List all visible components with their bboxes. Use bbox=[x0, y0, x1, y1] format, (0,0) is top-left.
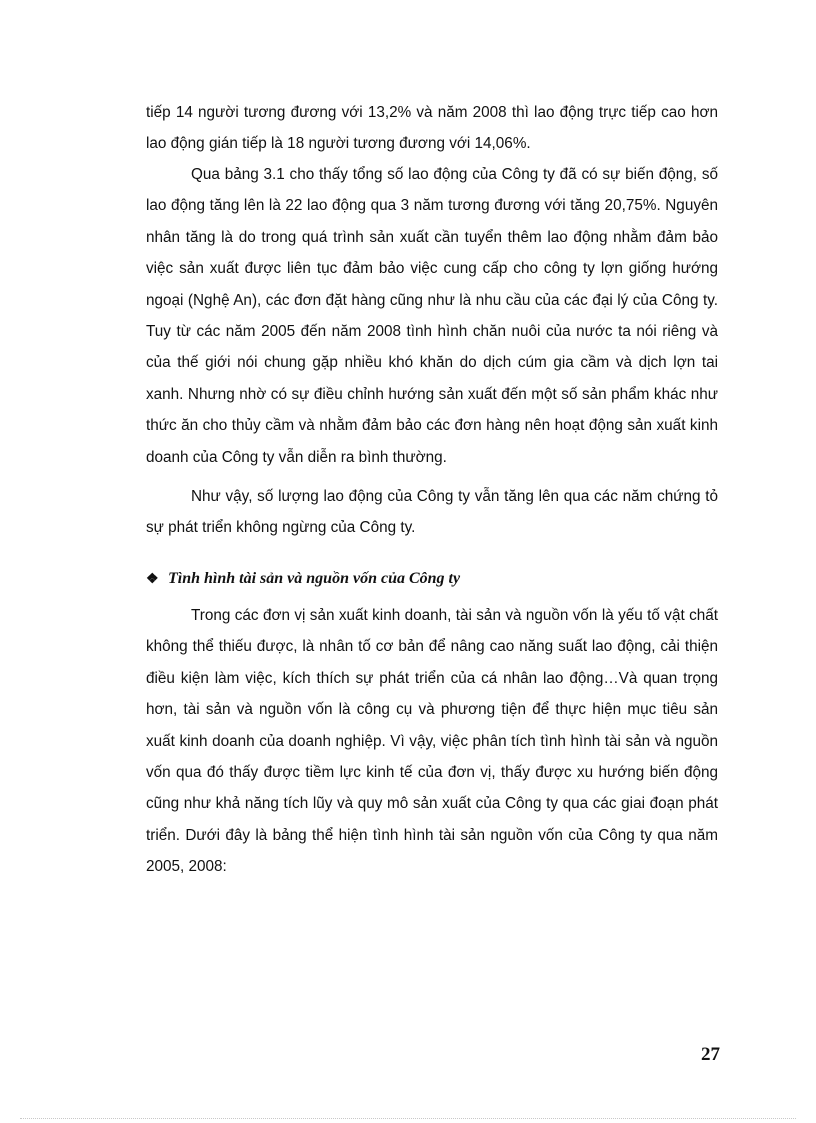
section-heading bbox=[146, 563, 718, 595]
paragraph-labor-ratio-continuation: tiếp 14 người tương đương với 13,2% và năm 2008 thì lao động trực tiếp cao hơn lao động gián tiếp là 18 người tương đương với 14,06%. bbox=[146, 104, 718, 153]
diamond-bullet-icon: ❖ bbox=[146, 572, 159, 587]
paragraph-assets-capital: Trong các đơn vị sản xuất kinh doanh, tài sản và nguồn vốn là yếu tố vật chất không thể thiếu được, là nhân tố cơ bản để nâng cao năng suất lao động, cải thiện điều kiện làm việc, kích thích sự phát triển của cá nhân lao động…Và quan trọng hơn, tài sản và nguồn vốn là công cụ và phương tiện để thực hiện mục tiêu sản xuất kinh doanh của doanh nghiệp. Vì vậy, việc phân tích tình hình tài sản và nguồn vốn qua đó thấy được tiềm lực kinh tế của đơn vị, thấy được xu hướng biến động cũng như khả năng tích lũy và quy mô sản xuất của Công ty qua các giai đoạn phát triển. Dưới đây là bảng thể hiện tình hình tài sản nguồn vốn của Công ty qua năm 2005, 2008: bbox=[146, 607, 718, 876]
paragraph-labor-conclusion: Như vậy, số lượng lao động của Công ty vẫn tăng lên qua các năm chứng tỏ sự phát triển không ngừng của Công ty. bbox=[146, 488, 718, 537]
section-heading-text: Tình hình tài sản và nguồn vốn của Công ty bbox=[168, 570, 461, 587]
footer-divider bbox=[20, 1118, 796, 1119]
page-number: 27 bbox=[701, 1044, 720, 1065]
paragraph-table-3-1-analysis: Qua bảng 3.1 cho thấy tổng số lao động của Công ty đã có sự biến động, số lao động tăng lên là 22 lao động qua 3 năm tương đương với tăng 20,75%. Nguyên nhân tăng là do trong quá trình sản xuất cần tuyển thêm lao động nhằm đảm bảo việc sản xuất được liên tục đảm bảo việc cung cấp cho công ty lợn giống hướng ngoại (Nghệ An), các đơn đặt hàng cũng như là nhu cầu của các đại lý của Công ty. Tuy từ các năm 2005 đến năm 2008 tình hình chăn nuôi của nước ta nói riêng và của thế giới nói chung gặp nhiều khó khăn do dịch cúm gia cầm và dịch lợn tai xanh. Nhưng nhờ có sự điều chỉnh hướng sản xuất đến một số sản phẩm khác như thức ăn cho thủy cầm và nhằm đảm bảo các đơn hàng nên hoạt động sản xuất kinh doanh của Công ty vẫn diễn ra bình thường. bbox=[146, 166, 718, 466]
